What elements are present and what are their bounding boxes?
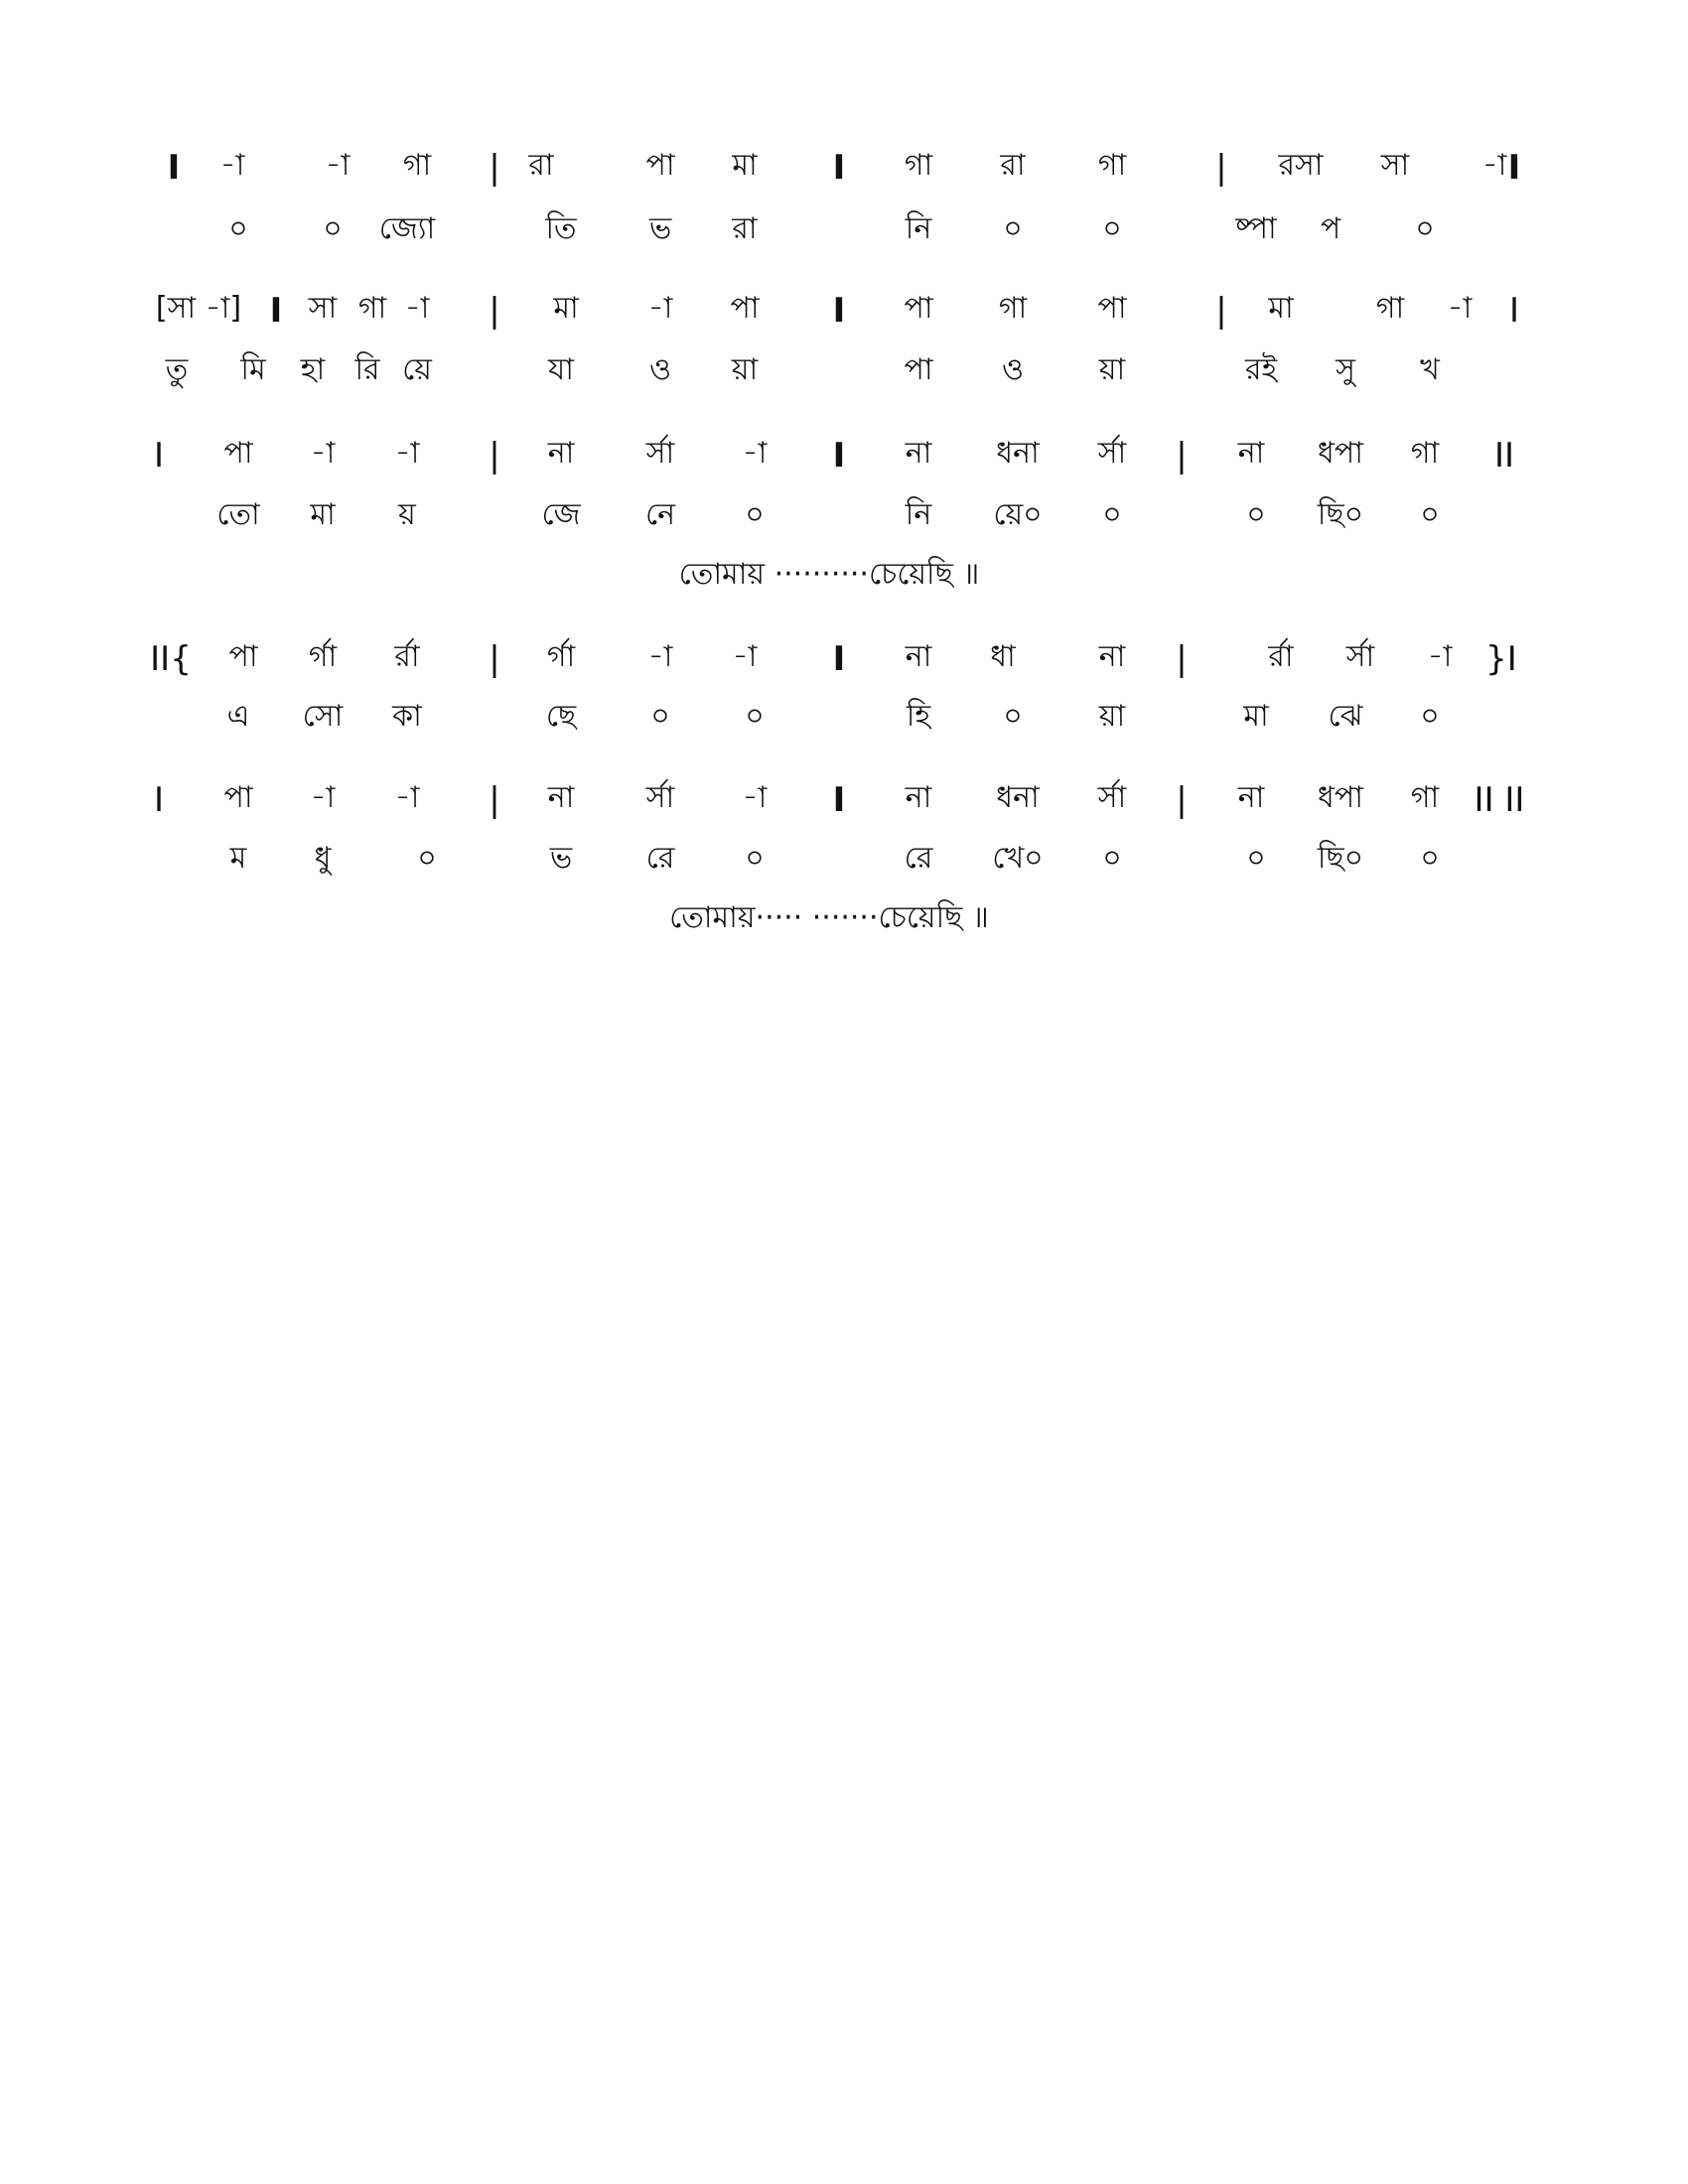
lyric-syllable: হা	[300, 352, 326, 387]
note-token: না	[1237, 436, 1265, 471]
barline: |	[1215, 148, 1227, 188]
lyric-syllable: ০	[650, 699, 670, 734]
barline: |	[1215, 291, 1227, 331]
note-token: রসা	[1278, 148, 1324, 183]
note-token: [সা -া]	[155, 291, 242, 326]
note-token: পা	[223, 436, 253, 471]
barline: I	[1507, 148, 1521, 188]
note-token: -া	[732, 639, 758, 674]
lyric-syllable: মা	[1243, 699, 1269, 734]
lyric-syllable: ও	[1001, 352, 1025, 387]
barline: I	[153, 436, 165, 476]
note-token: গা	[1410, 436, 1440, 471]
note-token: গা	[904, 148, 933, 183]
lyric-syllable: য়া	[1098, 352, 1126, 387]
note-token: না	[905, 780, 932, 815]
lyric-syllable: ছি০	[1317, 841, 1364, 876]
lyric-syllable: মা	[310, 497, 336, 532]
lyric-syllable: ০	[1246, 497, 1266, 532]
note-token: -া	[1481, 148, 1507, 183]
note-token: -া	[647, 639, 673, 674]
lyric-syllable: ০	[1420, 497, 1440, 532]
lyric-syllable: ০	[745, 699, 765, 734]
barline: }I	[1485, 639, 1517, 679]
lyric-syllable: রা	[732, 211, 758, 246]
lyric-syllable: খ	[1420, 352, 1440, 387]
lyric-syllable: তো	[216, 497, 260, 532]
lyric-syllable: ০	[228, 211, 248, 246]
note-token: না	[905, 639, 932, 674]
note-token: ধা	[990, 639, 1016, 674]
note-token: ধপা	[1318, 436, 1363, 471]
note-token: -া	[742, 780, 768, 815]
note-token: র্সা	[1097, 780, 1127, 815]
note-token: -া	[219, 148, 245, 183]
lyric-syllable: নে	[644, 497, 676, 532]
note-token: গা	[357, 291, 387, 326]
barline: |	[1176, 639, 1188, 679]
note-token: -া	[310, 436, 336, 471]
lyric-syllable: ধু	[314, 841, 332, 876]
lyric-syllable: য়ে০	[993, 497, 1043, 532]
lyric-syllable: যা	[548, 352, 574, 387]
note-token: -া	[742, 436, 768, 471]
lyric-syllable: ছি০	[1317, 497, 1364, 532]
note-token: র্সা	[1345, 639, 1375, 674]
lyric-syllable: রে	[645, 841, 675, 876]
note-token: রা	[528, 148, 554, 183]
note-token: -া	[325, 148, 351, 183]
lyric-syllable: ছে	[545, 699, 577, 734]
lyric-syllable: ০	[745, 841, 765, 876]
note-token: না	[1237, 780, 1265, 815]
lyric-syllable: সু	[1336, 352, 1355, 387]
note-token: র্সা	[645, 436, 675, 471]
note-token: -া	[1427, 639, 1453, 674]
note-token: -া	[1447, 291, 1473, 326]
lyric-syllable: ০	[1003, 699, 1023, 734]
note-token: র্গা	[546, 639, 576, 674]
lyric-syllable: ম	[229, 841, 247, 876]
note-token: -া	[404, 291, 430, 326]
note-token: -া	[394, 436, 420, 471]
lyric-syllable: ০	[1102, 497, 1122, 532]
refrain-line: তোমায় ··········চেয়েছি ॥	[678, 557, 980, 592]
refrain-line: তোমায়····· ·······চেয়েছি ॥	[669, 900, 989, 935]
barline: II II	[1474, 780, 1525, 820]
note-token: র্গা	[308, 639, 338, 674]
barline: I	[832, 639, 846, 679]
barline: |	[489, 780, 500, 820]
barline: I	[153, 780, 165, 820]
barline: I	[832, 148, 846, 188]
lyric-syllable: নি	[905, 211, 932, 246]
lyric-syllable: য়ে	[402, 352, 432, 387]
barline: II{	[150, 639, 192, 679]
lyric-syllable: ০	[1415, 211, 1435, 246]
note-token: গা	[1097, 148, 1127, 183]
note-token: গা	[998, 291, 1028, 326]
lyric-syllable: ষ্পা	[1235, 211, 1277, 246]
lyric-syllable: জে	[541, 497, 581, 532]
note-token: না	[547, 436, 575, 471]
note-token: গা	[1375, 291, 1405, 326]
barline: |	[1176, 436, 1188, 476]
lyric-syllable: ০	[745, 497, 765, 532]
note-token: পা	[904, 291, 933, 326]
barline: I	[832, 780, 846, 820]
lyric-syllable: য়া	[731, 352, 759, 387]
note-token: পা	[1097, 291, 1127, 326]
barline: I	[832, 436, 846, 476]
note-token: গা	[1410, 780, 1440, 815]
lyric-syllable: ০	[1003, 211, 1023, 246]
note-token: র্সা	[645, 780, 675, 815]
lyric-syllable: রই	[1244, 352, 1278, 387]
lyric-syllable: য়া	[1098, 699, 1126, 734]
lyric-syllable: পা	[904, 352, 933, 387]
barline: I	[832, 291, 846, 331]
lyric-syllable: নি	[905, 497, 932, 532]
note-token: সা	[308, 291, 338, 326]
lyric-syllable: রি	[354, 352, 380, 387]
lyric-syllable: রে	[904, 841, 933, 876]
note-token: ধনা	[996, 436, 1040, 471]
lyric-syllable: য়	[398, 497, 416, 532]
lyric-syllable: ০	[417, 841, 437, 876]
note-token: না	[1098, 639, 1126, 674]
lyric-syllable: কা	[392, 699, 422, 734]
note-token: মা	[732, 148, 758, 183]
barline: I	[269, 291, 283, 331]
barline: II	[1493, 436, 1515, 476]
note-token: না	[905, 436, 932, 471]
note-token: -া	[310, 780, 336, 815]
lyric-syllable: ভ	[549, 841, 573, 876]
lyric-syllable: ০	[1420, 699, 1440, 734]
lyric-syllable: ভ	[648, 211, 672, 246]
note-token: গা	[402, 148, 432, 183]
barline: |	[489, 639, 500, 679]
lyric-syllable: তি	[545, 211, 577, 246]
note-token: -া	[647, 291, 673, 326]
note-token: ধনা	[996, 780, 1040, 815]
note-token: পা	[730, 291, 760, 326]
lyric-syllable: ০	[1102, 211, 1122, 246]
note-token: ধপা	[1318, 780, 1363, 815]
barline: |	[1176, 780, 1188, 820]
note-token: পা	[228, 639, 258, 674]
lyric-syllable: ০	[323, 211, 343, 246]
note-token: পা	[223, 780, 253, 815]
note-token: না	[547, 780, 575, 815]
lyric-syllable: হি	[906, 699, 931, 734]
note-token: র্রা	[394, 639, 420, 674]
note-token: -া	[394, 780, 420, 815]
lyric-syllable: মি	[240, 352, 266, 387]
barline: I	[1508, 291, 1520, 331]
note-token: মা	[553, 291, 579, 326]
note-token: মা	[1268, 291, 1294, 326]
lyric-syllable: প	[1320, 211, 1341, 246]
lyric-syllable: খে০	[992, 841, 1044, 876]
lyric-syllable: ০	[1246, 841, 1266, 876]
barline: |	[489, 291, 500, 331]
lyric-syllable: ঝে	[1328, 699, 1363, 734]
barline: I	[167, 148, 181, 188]
note-token: রা	[1000, 148, 1026, 183]
lyric-syllable: ০	[1102, 841, 1122, 876]
lyric-syllable: জ্যো	[378, 211, 436, 246]
note-token: সা	[1380, 148, 1410, 183]
note-token: পা	[645, 148, 675, 183]
note-token: র্রা	[1268, 639, 1294, 674]
note-token: র্সা	[1097, 436, 1127, 471]
lyric-syllable: এ	[226, 699, 250, 734]
barline: |	[489, 148, 500, 188]
lyric-syllable: ও	[648, 352, 672, 387]
barline: |	[489, 436, 500, 476]
lyric-syllable: ০	[1420, 841, 1440, 876]
lyric-syllable: তু	[165, 352, 189, 387]
lyric-syllable: সো	[302, 699, 344, 734]
